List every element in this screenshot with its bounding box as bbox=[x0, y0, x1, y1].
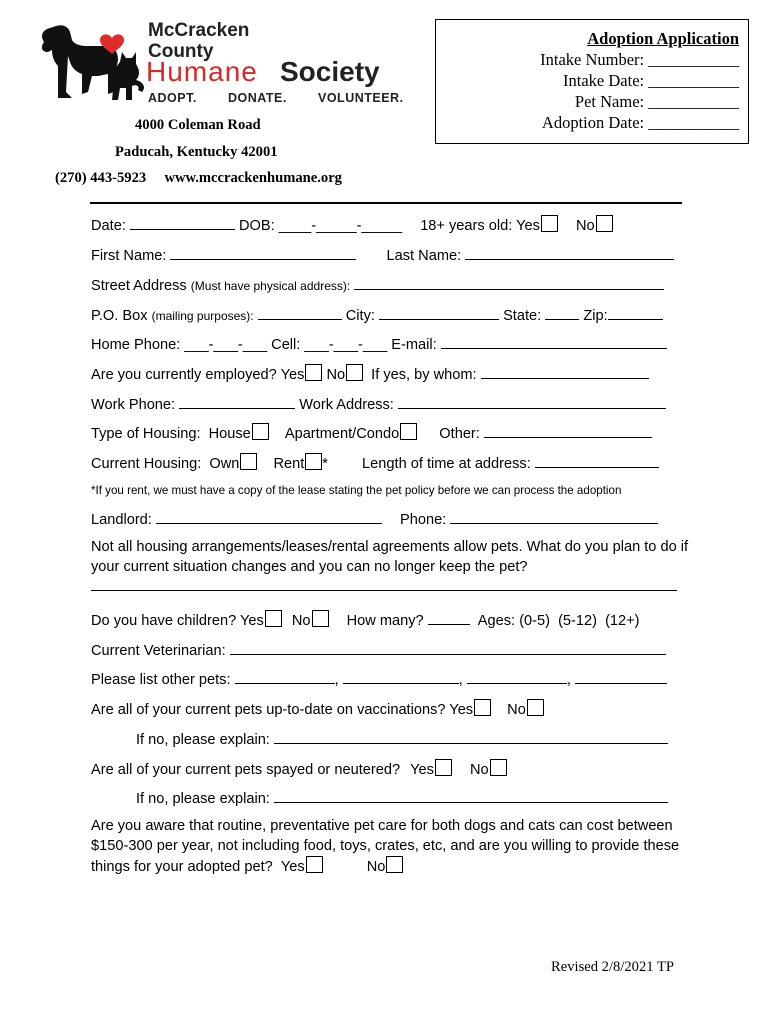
spayed-yes-checkbox[interactable] bbox=[435, 759, 452, 776]
pet-field-2[interactable] bbox=[343, 669, 459, 684]
how-many-label: How many? bbox=[346, 613, 424, 629]
po-box-field[interactable] bbox=[258, 305, 342, 320]
house-checkbox[interactable] bbox=[252, 423, 269, 440]
age18-yes-label: Yes bbox=[516, 218, 540, 234]
state-label: State: bbox=[503, 308, 542, 324]
home-phone-field[interactable]: ___-___-___ bbox=[184, 337, 268, 353]
po-box-note: (mailing purposes): bbox=[151, 309, 254, 323]
tagline-volunteer: VOLUNTEER. bbox=[318, 91, 404, 105]
vaccinations-no-label: No bbox=[507, 702, 526, 718]
first-name-field[interactable] bbox=[170, 245, 356, 260]
housing-answer-line[interactable] bbox=[91, 590, 677, 591]
row-employed bbox=[91, 364, 649, 384]
street-label: Street Address bbox=[91, 278, 187, 294]
email-label: E-mail: bbox=[391, 337, 437, 353]
length-time-label: Length of time at address: bbox=[362, 456, 531, 472]
vaccinations-label: Are all of your current pets up-to-date on vaccinations? bbox=[91, 702, 446, 718]
row-spayed-explain bbox=[136, 788, 668, 808]
landlord-phone-field[interactable] bbox=[450, 509, 658, 524]
care-yes-label: Yes bbox=[280, 859, 305, 875]
row-spayed bbox=[91, 759, 507, 779]
comma-2: , bbox=[458, 672, 463, 688]
address-city: Paducah, Kentucky 42001 bbox=[115, 144, 278, 160]
row-date bbox=[91, 215, 613, 235]
logo-line2: County bbox=[148, 41, 214, 62]
logo-society: Society bbox=[280, 56, 380, 87]
date-label: Date: bbox=[91, 218, 126, 234]
house-label: House bbox=[208, 426, 251, 442]
row-phones bbox=[91, 334, 667, 354]
row-vaccinations bbox=[91, 699, 544, 719]
last-name-label: Last Name: bbox=[386, 248, 462, 264]
last-name-field[interactable] bbox=[465, 245, 674, 260]
vet-label: Current Veterinarian: bbox=[91, 643, 226, 659]
vet-field[interactable] bbox=[230, 640, 666, 655]
children-yes-label: Yes bbox=[240, 613, 264, 629]
row-housing-type bbox=[91, 423, 652, 443]
age-range-2[interactable]: (5-12) bbox=[558, 613, 597, 629]
apartment-label: Apartment/Condo bbox=[284, 426, 400, 442]
landlord-phone-label: Phone: bbox=[399, 512, 447, 528]
tagline-adopt: ADOPT. bbox=[148, 91, 197, 105]
employer-field[interactable] bbox=[481, 364, 649, 379]
email-field[interactable] bbox=[441, 334, 667, 349]
row-other-pets bbox=[91, 669, 667, 689]
row-work bbox=[91, 394, 666, 414]
dob-label: DOB: bbox=[239, 218, 275, 234]
care-no-label: No bbox=[366, 859, 386, 875]
spayed-no-label: No bbox=[470, 762, 489, 778]
intake-date: Intake Date: ___________ bbox=[563, 71, 739, 90]
current-housing-label: Current Housing: bbox=[91, 456, 202, 472]
vaccinations-no-checkbox[interactable] bbox=[527, 699, 544, 716]
employed-label: Are you currently employed? bbox=[91, 367, 277, 383]
cell-field[interactable]: ___-___-___ bbox=[304, 337, 388, 353]
date-field[interactable] bbox=[130, 215, 235, 230]
rent-asterisk: * bbox=[322, 456, 328, 472]
pet-name: Pet Name: ___________ bbox=[574, 92, 739, 111]
landlord-field[interactable] bbox=[156, 509, 382, 524]
dog-cat-silhouette-icon bbox=[36, 22, 148, 104]
other-pets-label: Please list other pets: bbox=[91, 672, 231, 688]
cell-label: Cell: bbox=[271, 337, 301, 353]
zip-field[interactable] bbox=[608, 305, 663, 320]
po-box-label: P.O. Box bbox=[91, 308, 148, 324]
row-children bbox=[91, 610, 640, 630]
employed-yes-checkbox[interactable] bbox=[305, 364, 322, 381]
pet-field-3[interactable] bbox=[467, 669, 567, 684]
spayed-explain-field[interactable] bbox=[274, 788, 668, 803]
children-label: Do you have children? bbox=[91, 613, 237, 629]
revised-note: Revised 2/8/2021 TP bbox=[551, 959, 674, 975]
state-field[interactable] bbox=[545, 305, 579, 320]
care-question-block bbox=[91, 817, 681, 878]
street-note: (Must have physical address): bbox=[190, 279, 351, 293]
housing-other-label: Other: bbox=[439, 426, 480, 442]
comma-1: , bbox=[334, 672, 339, 688]
street-field[interactable] bbox=[354, 275, 664, 290]
comma-3: , bbox=[566, 672, 571, 688]
length-time-field[interactable] bbox=[535, 453, 659, 468]
spayed-no-checkbox[interactable] bbox=[490, 759, 507, 776]
work-address-field[interactable] bbox=[398, 394, 666, 409]
vaccinations-explain-field[interactable] bbox=[274, 729, 668, 744]
home-phone-label: Home Phone: bbox=[91, 337, 181, 353]
row-current-housing bbox=[91, 453, 659, 473]
housing-other-field[interactable] bbox=[484, 423, 652, 438]
logo-line1: McCracken bbox=[148, 20, 250, 41]
care-yes-checkbox[interactable] bbox=[306, 856, 323, 873]
city-field[interactable] bbox=[379, 305, 499, 320]
housing-question: Not all housing arrangements/leases/rental agreements allow pets. What do you plan to do if your current situation changes and you can no longer keep the pet? bbox=[91, 539, 689, 575]
care-question: Are you aware that routine, preventative pet care for both dogs and cats can cost between $150-300 per year, not including food, toys, crates, etc, and are you willing to provide these things for your adopted pet? bbox=[91, 818, 680, 875]
age18-yes-checkbox[interactable] bbox=[541, 215, 558, 232]
employed-no-label: No bbox=[326, 367, 346, 383]
work-phone-field[interactable] bbox=[179, 394, 295, 409]
rent-checkbox[interactable] bbox=[305, 453, 322, 470]
employed-no-checkbox[interactable] bbox=[346, 364, 363, 381]
header-divider bbox=[90, 202, 682, 204]
ages-label: Ages: bbox=[477, 613, 516, 629]
children-no-checkbox[interactable] bbox=[312, 610, 329, 627]
row-name bbox=[91, 245, 674, 265]
spayed-label: Are all of your current pets spayed or neutered? bbox=[91, 762, 401, 778]
row-landlord bbox=[91, 509, 658, 529]
work-phone-label: Work Phone: bbox=[91, 397, 176, 413]
logo-humane: Humane bbox=[146, 56, 258, 87]
age-range-3[interactable]: (12+) bbox=[605, 613, 640, 629]
age-range-1[interactable]: (0-5) bbox=[519, 613, 550, 629]
landlord-label: Landlord: bbox=[91, 512, 152, 528]
vaccinations-explain-label: If no, please explain: bbox=[136, 732, 270, 748]
city-label: City: bbox=[345, 308, 375, 324]
dob-field[interactable]: ____-_____-_____ bbox=[278, 218, 403, 234]
if-yes-whom-label: If yes, by whom: bbox=[371, 367, 477, 383]
vaccinations-yes-checkbox[interactable] bbox=[474, 699, 491, 716]
spayed-explain-label: If no, please explain: bbox=[136, 791, 270, 807]
vaccinations-yes-label: Yes bbox=[449, 702, 474, 718]
intake-number: Intake Number: ___________ bbox=[540, 50, 739, 69]
zip-label: Zip: bbox=[583, 308, 608, 324]
age18-label: 18+ years old: bbox=[420, 218, 513, 234]
application-title: Adoption Application bbox=[587, 29, 739, 48]
row-street bbox=[91, 275, 664, 295]
adoption-date: Adoption Date: ___________ bbox=[541, 113, 739, 132]
address-phone-web: (270) 443-5923 www.mccrackenhumane.org bbox=[55, 170, 342, 186]
row-vet bbox=[91, 640, 666, 660]
age18-no-checkbox[interactable] bbox=[596, 215, 613, 232]
office-use-box bbox=[435, 19, 749, 144]
rent-label: Rent bbox=[273, 456, 305, 472]
address-street: 4000 Coleman Road bbox=[135, 117, 261, 133]
first-name-label: First Name: bbox=[91, 248, 167, 264]
care-no-checkbox[interactable] bbox=[386, 856, 403, 873]
apartment-checkbox[interactable] bbox=[400, 423, 417, 440]
pet-field-1[interactable] bbox=[235, 669, 335, 684]
rent-note: *If you rent, we must have a copy of the lease stating the pet policy before we can process the adoption bbox=[91, 484, 622, 497]
age18-no-label: No bbox=[575, 218, 595, 234]
housing-type-label: Type of Housing: bbox=[91, 426, 201, 442]
work-address-label: Work Address: bbox=[299, 397, 394, 413]
children-yes-checkbox[interactable] bbox=[265, 610, 282, 627]
how-many-field[interactable] bbox=[428, 610, 470, 625]
employed-yes-label: Yes bbox=[280, 367, 305, 383]
row-vaccinations-explain bbox=[136, 729, 668, 749]
tagline-donate: DONATE. bbox=[228, 91, 287, 105]
children-no-label: No bbox=[291, 613, 311, 629]
row-po-box bbox=[91, 305, 663, 325]
own-label: Own bbox=[209, 456, 240, 472]
pet-field-4[interactable] bbox=[575, 669, 667, 684]
spayed-yes-label: Yes bbox=[410, 762, 434, 778]
own-checkbox[interactable] bbox=[240, 453, 257, 470]
